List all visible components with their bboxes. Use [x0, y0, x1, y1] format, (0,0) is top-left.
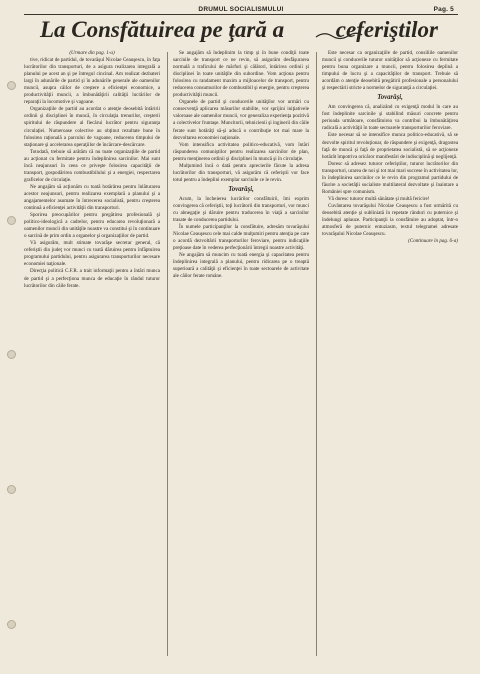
headline: [24, 17, 458, 47]
paragraph: Am convingerea că, analizând cu exigenţă modul în care au fost îndeplinite sarcinile şi stabilind măsuri concrete pentru perioada următoare, consfătuirea va contribui la îmbunătăţirea radicală a activităţii în toate sectoarele transporturilor feroviare.: [322, 104, 458, 132]
paragraph: În numele participanţilor la consfătuire, adresăm tovarăşului Nicolae Ceauşescu cele mai calde mulţumiri pentru atenţia pe care o acordă dezvoltării transporturilor feroviare, pentru indicaţiile preţioase date în vederea perfecţionării întregii noastre activităţi.: [173, 224, 309, 252]
page-number: Pag. 5: [433, 6, 454, 13]
article-columns: [24, 50, 458, 662]
paragraph: Ne angajăm să acţionăm cu toată hotărârea pentru înlăturarea acestor neajunsuri, pentru realizarea exemplară a planului şi a angajamentelor asumate în întrecerea socialistă, pentru creşterea continuă a eficienţei activităţii din transporturi.: [24, 183, 160, 212]
binder-holes: [7, 0, 17, 674]
continued-on-note: (Continuare în pag. 6-a): [408, 238, 458, 245]
binder-hole: [7, 350, 16, 359]
headline-right: ceferiştilor: [335, 17, 438, 42]
binder-hole: [7, 485, 16, 494]
paragraph: Acum, la încheierea lucrărilor consfătuirii, îmi exprim convingerea că ceferiştii, toţi lucrătorii din transporturi, vor munci cu abnegaţie şi dăruire pentru traducerea în viaţă a sarcinilor trasate de conducerea partidului.: [173, 195, 309, 224]
article-column-2: [173, 50, 309, 662]
article-column-1: [24, 50, 160, 662]
article-column-3: [322, 50, 458, 662]
section-subheading: Tovarăşi,: [377, 94, 403, 102]
paragraph: Vă asigurăm, mult stimate tovarăşe secretar general, că ceferiştii din judeţ vor munci cu toată dăruirea pentru înfăptuirea programului partidului, pentru asigurarea transporturilor necesare economiei naţionale.: [24, 240, 160, 268]
paragraph: Se angajăm să îndeplinim la timp şi în bune condiţii toate sarcinile de transport ce ne revin, să asigurăm desfăşurarea normală a traficului de mărfuri şi călători, întărirea ordinii şi disciplinei în toate unităţile din subordine. Vom acţiona pentru folosirea cu randament maxim a mijloacelor de transport, pentru reducerea consumurilor de combustibil şi energie, pentru creşterea productivităţii muncii.: [173, 50, 309, 99]
paragraph: Cuvântarea tovarăşului Nicolae Ceauşescu a fost urmărită cu deosebită atenţie şi subliniată în repetate rânduri cu puternice şi îndelungi aplauze. Participanţii la consfătuire au adoptat, într-o atmosferă de puternic entuziasm, textul telegramei adresate tovarăşului Nicolae Ceauşescu.: [322, 202, 458, 238]
paragraph: Totodată, trebuie să arătăm că nu toate organizaţiile de partid au acţionat cu fermitate pentru îndeplinirea sarcinilor. Mai sunt încă neajunsuri în ceea ce priveşte folosirea capacităţii de transport, gospodărirea combustibilului şi a energiei, respectarea graficelor de circulaţie.: [24, 148, 160, 183]
paragraph: Sporirea preocupărilor pentru pregătirea profesională şi politico-ideologică a cadrelor, pentru educarea revoluţionară a oamenilor muncii din unităţile noastre va constitui şi în continuare o sarcină de prim ordin a organelor şi organizaţiilor de partid.: [24, 212, 160, 240]
section-subheading: Tovarăşi,: [228, 185, 254, 193]
paragraph: Vă doresc tuturor multă sănătate şi multă fericire!: [328, 195, 430, 202]
binder-hole: [7, 216, 16, 225]
header-rule: [24, 14, 458, 15]
headline-left: La Consfătuirea pe ţară a: [40, 17, 285, 42]
paragraph: Este necesar să se intensifice munca politico-educativă, să se dezvolte spiritul revoluţionar, de răspundere şi exigenţă, dragostea faţă de muncă şi faţă de proprietatea socialistă, să se acţioneze hotărât împotriva oricăror manifestări de indisciplină şi neglijenţă.: [322, 132, 458, 160]
paragraph: Direcţia politică C.F.R. a trait informaţii pentru a întări munca de partid şi a perfecţiona munca de educaţie în rândul tuturor lucrătorilor din căile ferate.: [24, 268, 160, 289]
paragraph: Doresc să adresez tuturor ceferiştilor, tuturor lucrătorilor din transporturi, urarea de noi şi tot mai mari succese în activitatea lor, în îndeplinirea sarcinilor ce le revin din programul partidului de făurire a societăţii socialiste multilateral dezvoltate şi înaintare a României spre comunism.: [322, 160, 458, 195]
continuation-note: (Urmare din pag. 1-a): [69, 50, 115, 56]
binder-hole: [7, 620, 16, 629]
paragraph: Vom intensifica activitatea politico-educativă, vom întări răspunderea comuniştilor pentru realizarea sarcinilor de plan, pentru menţinerea ordinii şi disciplinei în muncă şi în circulaţie.: [173, 141, 309, 162]
paragraph: tive, ridicat de partidul, de tovarăşul Nicolae Ceauşescu, în faţa lucrătorilor din transporturi, de a asigura realizarea integrală a planului pe acest an şi pe întregul cincinal. Am realizat dezbateri largi în adunările de partid şi în adunările generale ale oamenilor muncii, asupra căilor de creştere a eficienţei economice, a productivităţii muncii, a îmbunătăţirii calităţii lucrărilor de reparaţii la locomotive şi vagoane.: [24, 57, 160, 106]
paragraph: Organele de partid şi conducerile unităţilor vor urmări cu consecvenţă aplicarea măsurilor stabilite, vor sprijini iniţiativele valoroase ale oamenilor muncii, vor generaliza experienţa pozitivă a colectivelor fruntaşe. Muncitorii, tehnicienii şi inginerii din căile ferate sunt hotărâţi să-şi aducă o contribuţie tot mai mare la dezvoltarea economiei naţionale.: [173, 99, 309, 141]
newspaper-name: DRUMUL SOCIALISMULUI: [198, 6, 284, 13]
paragraph: Este necesar ca organizaţiile de partid, consiliile oamenilor muncii şi conducerile tuturor unităţilor să acţioneze cu fermitate pentru buna organizare a muncii, pentru folosirea deplină a timpului de lucru şi a capacităţilor de transport. Trebuie să acordăm o atenţie deosebită pregătirii profesionale a personalului şi respectării stricte a normelor de siguranţă a circulaţiei.: [322, 50, 458, 92]
paragraph: Organizaţiile de partid au acordat o atenţie deosebită întăririi ordinii şi disciplinei în muncă, în circulaţia trenurilor, creşterii spiritului de răspundere al fiecărui lucrător pentru siguranţa circulaţiei. Numeroase colective au obţinut rezultate bune în folosirea raţională a parcului de vagoane, reducerea timpului de staţionare şi accelerarea operaţiilor de încărcare-descărcare.: [24, 106, 160, 148]
paragraph: Ne angajăm să muncim cu toată energia şi capacitatea pentru îndeplinirea integrală a planului, pentru ridicarea pe o treaptă superioară a calităţii şi eficienţei în toate sectoarele de activitate ale căilor ferate române.: [173, 252, 309, 280]
binder-hole: [7, 81, 16, 90]
paragraph: Mulţumind încă o dată pentru aprecierile făcute la adresa lucrătorilor din transporturi, vă asigurăm că ceferiştii vor face totul pentru a îndeplini exemplar sarcinile ce le revin.: [173, 162, 309, 183]
